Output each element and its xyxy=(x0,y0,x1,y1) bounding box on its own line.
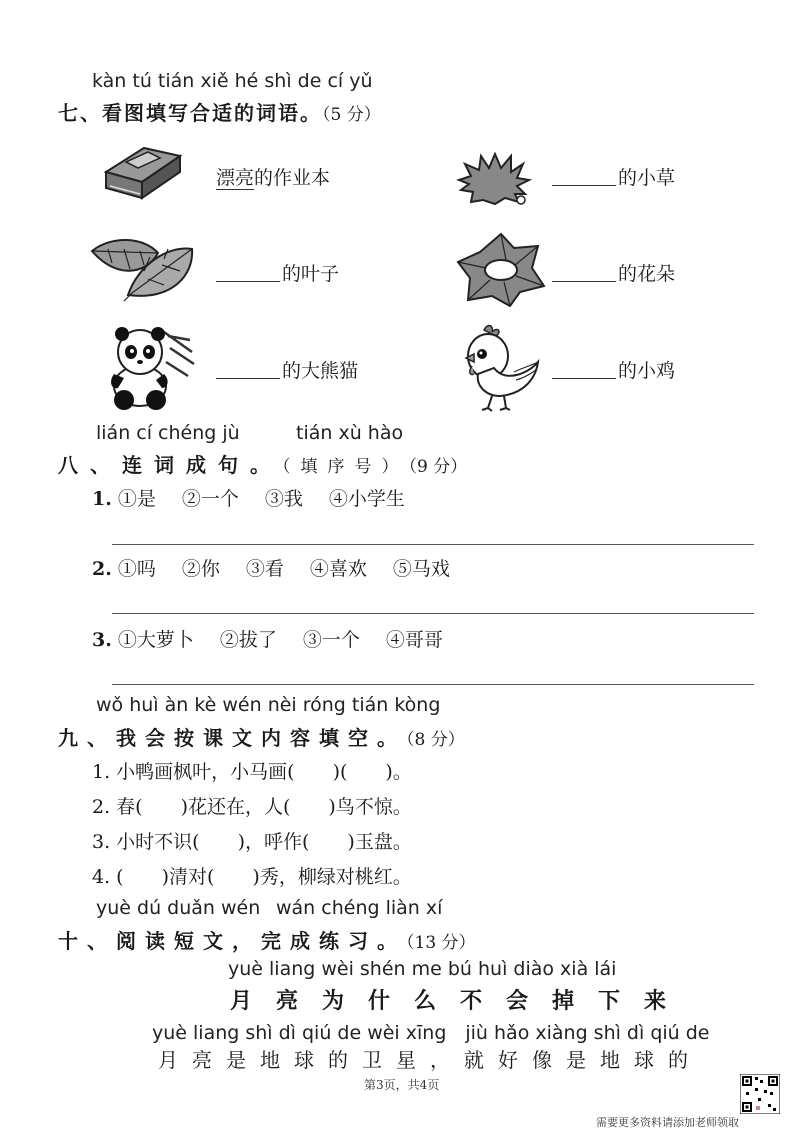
answer-blank[interactable] xyxy=(552,167,616,186)
section10-score: （13 分） xyxy=(406,933,476,953)
answer-line-2[interactable] xyxy=(112,613,754,614)
section9-pinyin: wǒ huì àn kè wén nèi róng tián kòng xyxy=(96,694,441,716)
section8-pinyin-b: tián xù hào xyxy=(296,422,404,444)
book-icon xyxy=(96,142,184,204)
item-2-text: 的小草 xyxy=(552,163,675,190)
section9-heading: 九、我会按课文内容填空。（8 分） xyxy=(58,726,465,750)
section8-heading: 八、连词成句。（填序号）（9 分） xyxy=(58,453,468,477)
panda-icon xyxy=(104,322,196,410)
answer-line-1[interactable] xyxy=(112,544,754,545)
section10-heading: 十、阅读短文，完成练习。（13 分） xyxy=(58,929,476,953)
question-1: 1. ①是 ②一个 ③我 ④小学生 xyxy=(92,488,405,510)
section7-pinyin: kàn tú tián xiě hé shì de cí yǔ xyxy=(92,70,373,92)
section8-note: （填序号） xyxy=(282,457,409,477)
question-3: 3. ①大萝卜 ②拔了 ③一个 ④哥哥 xyxy=(92,629,443,651)
fill-line-1[interactable]: 1. 小鸭画枫叶，小马画( )( )。 xyxy=(92,761,412,783)
footer-note: 需要更多资料请添加老师领取 xyxy=(596,1116,739,1129)
example-word: 漂亮 xyxy=(216,167,255,189)
leaf-icon xyxy=(88,235,198,307)
qr-code-icon xyxy=(740,1074,780,1118)
section7-heading: 七、看图填写合适的词语。（5 分） xyxy=(58,101,381,125)
fill-line-3[interactable]: 3. 小时不识( )，呼作( )玉盘。 xyxy=(92,831,412,853)
section10-pinyin-a: yuè dú duǎn wén xyxy=(96,897,261,919)
answer-blank[interactable] xyxy=(552,360,616,379)
section8-pinyin-a: lián cí chéng jù xyxy=(96,422,240,444)
answer-blank[interactable] xyxy=(552,263,616,282)
item-3-text: 的叶子 xyxy=(216,259,339,286)
item-6-text: 的小鸡 xyxy=(552,356,675,383)
item-1-text: 漂亮的作业本 xyxy=(216,167,331,189)
answer-blank[interactable] xyxy=(216,360,280,379)
page-number: 第3页，共4页 xyxy=(364,1078,440,1092)
section8-score: （9 分） xyxy=(408,457,468,477)
section7-score: （5 分） xyxy=(322,105,381,125)
flower-icon xyxy=(456,230,546,308)
section10-pinyin-b: wán chéng liàn xí xyxy=(276,897,443,919)
passage-title-pinyin: yuè liang wèi shén me bú huì diào xià lái xyxy=(228,958,617,980)
chick-icon xyxy=(458,322,544,412)
answer-blank[interactable] xyxy=(216,263,280,282)
passage-title: 月亮为什么不会掉下来 xyxy=(230,989,691,1014)
passage-body-text: 月亮是地球的卫星，就好像是地球的 xyxy=(158,1048,702,1072)
item-4-text: 的花朵 xyxy=(552,259,675,286)
answer-line-3[interactable] xyxy=(112,684,754,685)
fill-line-4[interactable]: 4. ( )清对( )秀，柳绿对桃红。 xyxy=(92,866,412,888)
item-5-text: 的大熊猫 xyxy=(216,356,358,383)
fill-line-2[interactable]: 2. 春( )花还在，人( )鸟不惊。 xyxy=(92,796,412,818)
grass-icon xyxy=(455,150,535,210)
question-2: 2. ①吗 ②你 ③看 ④喜欢 ⑤马戏 xyxy=(92,558,450,580)
section9-score: （8 分） xyxy=(406,730,465,750)
passage-body-pinyin: yuè liang shì dì qiú de wèi xīng jiù hǎo xiàng shì dì qiú de xyxy=(152,1022,710,1044)
